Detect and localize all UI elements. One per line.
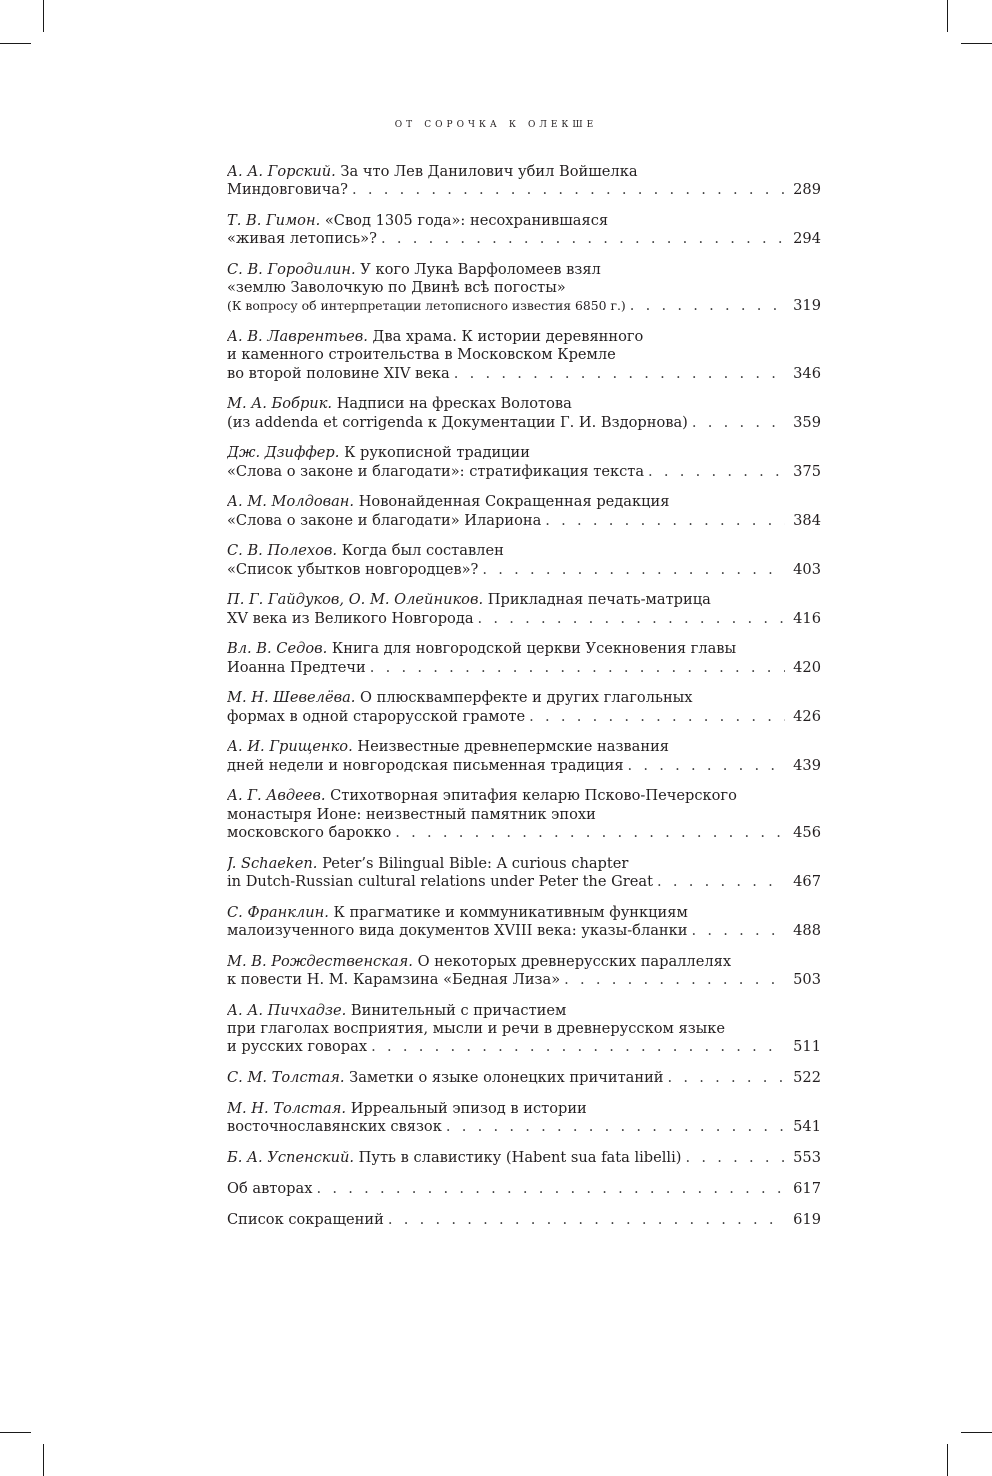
- toc-entry-last-line: [227, 414, 821, 432]
- toc-entry-last-line: [227, 230, 821, 248]
- toc-entry-title-text: «землю Заволочкую по Двинѣ всѣ погосты»: [227, 279, 566, 297]
- dot-leader: [381, 230, 785, 248]
- running-head: от сорочка к олекше: [394, 116, 598, 131]
- toc-entry-author: Вл. В. Седов.: [227, 640, 332, 658]
- toc-entry-title-text: во второй половине XIV века: [227, 364, 450, 382]
- toc-entry-title-text: Прикладная печать-матрица: [487, 591, 711, 609]
- toc-entry-title-text: восточнославянских связок: [227, 1118, 442, 1136]
- toc-entry-author: М. А. Бобрик.: [227, 395, 337, 413]
- page-number: 319: [793, 297, 821, 315]
- toc-entry-title-text: и каменного строительства в Московском Кремле: [227, 346, 616, 364]
- crop-mark-bottom-left-h: [0, 1432, 31, 1433]
- dot-leader: [545, 512, 785, 530]
- toc-entry-title-text: Peter’s Bilingual Bible: A curious chapter: [322, 854, 629, 872]
- crop-mark-bottom-right-h: [961, 1432, 992, 1433]
- toc-entry-author: Б. А. Успенский.: [227, 1149, 359, 1167]
- page-number: 456: [793, 823, 821, 841]
- toc-entry-title-text: Об авторах: [227, 1180, 313, 1198]
- toc-entry-author: М. Н. Толстая.: [227, 1100, 351, 1118]
- toc-entry-last-line: [227, 971, 821, 989]
- page-number: 617: [793, 1180, 821, 1198]
- toc-entry-title-text: Стихотворная эпитафия келарю Псково-Печерского: [330, 787, 737, 805]
- crop-mark-top-right-h: [961, 43, 992, 44]
- toc-entry-title-line: [227, 591, 821, 609]
- toc-entry-title-line: [227, 806, 821, 824]
- toc-entry[interactable]: [227, 1180, 821, 1198]
- page-number: 467: [793, 872, 821, 890]
- toc-entry-author: А. А. Пичхадзе.: [227, 1001, 351, 1019]
- toc-entry-last-line: [227, 708, 821, 726]
- toc-entry-title-text: Список сокращений: [227, 1211, 384, 1229]
- toc-entry-title-text: Б. А. Успенский. Путь в славистику (Habent sua fata libelli): [227, 1149, 682, 1167]
- toc-entry[interactable]: [227, 395, 821, 431]
- toc-entry-title-text: при глаголах восприятия, мысли и речи в древнерусском языке: [227, 1019, 726, 1037]
- toc-entry-title-text: московского барокко: [227, 823, 392, 841]
- dot-leader: [685, 1149, 785, 1167]
- toc-entry-author: С. Франклин.: [227, 903, 334, 921]
- toc-entry-title-text: О некоторых древнерусских параллелях: [417, 952, 732, 970]
- dot-leader: [446, 1118, 785, 1136]
- toc-entry-title-line: [227, 163, 821, 181]
- dot-leader: [316, 1180, 785, 1198]
- toc-entry[interactable]: [227, 163, 821, 199]
- toc-entry-title-line: [227, 346, 821, 364]
- page-number: 522: [793, 1068, 821, 1086]
- toc-entry-title-text: (К вопросу об интерпретации летописного известия 6850 г.): [227, 298, 626, 314]
- toc-entry-title-line: [227, 640, 821, 658]
- table-of-contents: [227, 163, 821, 1243]
- toc-entry-title-text: К рукописной традиции: [344, 444, 531, 462]
- dot-leader: [352, 181, 785, 199]
- toc-entry-author: М. Н. Шевелёва.: [227, 689, 361, 707]
- dot-leader: [692, 414, 785, 432]
- toc-entry[interactable]: [227, 261, 821, 316]
- crop-mark-top-left-h: [0, 43, 31, 44]
- dot-leader: [395, 824, 785, 842]
- toc-entry-title-text: К прагматике и коммуникативным функциям: [333, 903, 688, 921]
- toc-entry-title-text: Винительный с причастием: [350, 1001, 567, 1019]
- toc-entry-author: Т. В. Гимон.: [227, 212, 325, 229]
- toc-entry-last-line: [227, 1069, 821, 1087]
- page-number: 619: [793, 1211, 821, 1229]
- toc-entry-title-text: «живая летопись»?: [227, 230, 377, 248]
- dot-leader: [564, 971, 785, 989]
- toc-entry-title-line: [227, 395, 821, 413]
- toc-entry-author: С. В. Полехов.: [227, 542, 342, 560]
- toc-entry-title-line: [227, 493, 821, 511]
- toc-entry-author: А. И. Грищенко.: [227, 738, 358, 756]
- toc-entry[interactable]: [227, 1002, 821, 1057]
- toc-entry-title-text: формах в одной старорусской грамоте: [227, 707, 526, 725]
- toc-entry-last-line: [227, 1038, 821, 1056]
- page-number: 511: [793, 1038, 821, 1056]
- page-number: 294: [793, 230, 821, 248]
- dot-leader: [388, 1211, 785, 1229]
- toc-entry-last-line: [227, 365, 821, 383]
- toc-entry-title-line: [227, 261, 821, 279]
- crop-mark-top-left: [43, 0, 44, 32]
- toc-entry-title-line: [227, 279, 821, 297]
- toc-entry-title-text: и русских говорах: [227, 1038, 368, 1056]
- dot-leader: [628, 757, 785, 775]
- toc-entry-title-text: Книга для новгородской церкви Усекновения главы: [331, 640, 737, 658]
- toc-entry-last-line: [227, 1211, 821, 1229]
- toc-entry-title-text: монастыря Ионе: неизвестный памятник эпохи: [227, 805, 596, 823]
- toc-entry-title-text: «Слова о законе и благодати» Илариона: [227, 511, 542, 529]
- toc-entry-title-text: Иоанна Предтечи: [227, 658, 366, 676]
- toc-entry[interactable]: [227, 640, 821, 676]
- toc-entry[interactable]: [227, 738, 821, 774]
- page-number: 384: [793, 511, 821, 529]
- toc-entry-author: А. В. Лаврентьев.: [227, 328, 373, 346]
- toc-entry-title-text: in Dutch-Russian cultural relations under Peter the Great: [227, 872, 653, 890]
- toc-entry-title-text: «Слова о законе и благодати»: стратификация текста: [227, 462, 645, 480]
- toc-entry-title-line: [227, 689, 821, 707]
- toc-entry-last-line: [227, 757, 821, 775]
- toc-entry-last-line: [227, 659, 821, 677]
- toc-entry-title-text: Миндовговича?: [227, 181, 348, 199]
- toc-entry-title-line: [227, 855, 821, 873]
- toc-entry-last-line: [227, 297, 821, 315]
- toc-entry-title-line: [227, 1100, 821, 1118]
- toc-entry-title-text: (из addenda et corrigenda к Документации Г. И. Вздорнова): [227, 413, 688, 431]
- page-number: 416: [793, 609, 821, 627]
- toc-entry[interactable]: [227, 444, 821, 480]
- crop-mark-top-right: [947, 0, 948, 32]
- toc-entry-title-line: [227, 1020, 821, 1038]
- toc-entry-last-line: [227, 824, 821, 842]
- toc-entry-last-line: [227, 561, 821, 579]
- toc-entry[interactable]: [227, 787, 821, 842]
- dot-leader: [692, 922, 786, 940]
- toc-entry-title-line: [227, 444, 821, 462]
- toc-entry-author: С. В. Городилин.: [227, 261, 361, 278]
- dot-leader: [668, 1069, 785, 1087]
- dot-leader: [454, 365, 785, 383]
- toc-entry[interactable]: [227, 855, 821, 891]
- toc-entry-title-text: дней недели и новгородская письменная традиция: [227, 756, 624, 774]
- page-number: 420: [793, 658, 821, 676]
- toc-entry-title-text: малоизученного вида документов XVIII века: указы-бланки: [227, 921, 688, 939]
- toc-entry[interactable]: [227, 1149, 821, 1167]
- page-number: 541: [793, 1118, 821, 1136]
- toc-entry-title-line: [227, 1002, 821, 1020]
- toc-entry-title-line: [227, 328, 821, 346]
- toc-entry-title-line: [227, 904, 821, 922]
- dot-leader: [630, 297, 785, 315]
- toc-entry-title-text: к повести Н. М. Карамзина «Бедная Лиза»: [227, 970, 561, 988]
- toc-entry[interactable]: [227, 953, 821, 989]
- toc-entry-title-text: Неизвестные древнепермские названия: [357, 738, 670, 756]
- toc-entry[interactable]: [227, 212, 821, 248]
- toc-entry[interactable]: [227, 493, 821, 529]
- toc-entry-last-line: [227, 922, 821, 940]
- toc-entry-author: П. Г. Гайдуков, О. М. Олейников.: [227, 591, 488, 609]
- dot-leader: [370, 659, 785, 677]
- toc-entry-last-line: [227, 610, 821, 628]
- page-number: 289: [793, 181, 821, 199]
- page-number: 359: [793, 413, 821, 431]
- toc-entry-author: С. М. Толстая.: [227, 1068, 350, 1086]
- toc-entry-title-text: «Свод 1305 года»: несохранившаяся: [324, 212, 609, 229]
- crop-mark-bottom-left: [43, 1444, 44, 1476]
- toc-entry[interactable]: [227, 591, 821, 627]
- toc-entry-last-line: [227, 1118, 821, 1136]
- toc-entry-title-text: О плюсквамперфекте и других глагольных: [360, 689, 693, 707]
- page-number: 346: [793, 364, 821, 382]
- crop-mark-bottom-right: [947, 1444, 948, 1476]
- toc-entry-title-line: [227, 787, 821, 805]
- toc-entry-title-text: XV века из Великого Новгорода: [227, 609, 474, 627]
- toc-entry-last-line: [227, 512, 821, 530]
- dot-leader: [648, 463, 785, 481]
- toc-entry-author: А. А. Горский.: [227, 163, 341, 180]
- toc-entry[interactable]: [227, 1100, 821, 1136]
- page-number: 375: [793, 462, 821, 480]
- toc-entry[interactable]: [227, 328, 821, 383]
- toc-entry-title-text: С. М. Толстая. Заметки о языке олонецких причитаний: [227, 1068, 664, 1086]
- toc-entry-last-line: [227, 181, 821, 199]
- toc-entry[interactable]: [227, 542, 821, 578]
- toc-entry-author: А. М. Молдован.: [227, 493, 359, 511]
- toc-entry[interactable]: [227, 904, 821, 940]
- dot-leader: [529, 708, 785, 726]
- page-number: 553: [793, 1149, 821, 1167]
- toc-entry-author: М. В. Рождественская.: [227, 952, 418, 970]
- page-number: 503: [793, 970, 821, 988]
- page-number: 403: [793, 560, 821, 578]
- toc-entry-title-text: Два храма. К истории деревянного: [372, 328, 644, 346]
- toc-entry-title-text: За что Лев Данилович убил Войшелка: [340, 163, 638, 180]
- page-number: 426: [793, 707, 821, 725]
- toc-entry-author: J. Schaeken.: [227, 854, 323, 872]
- toc-entry-title-text: Ирреальный эпизод в истории: [350, 1100, 587, 1118]
- toc-entry-title-text: «Список убытков новгородцев»?: [227, 560, 479, 578]
- page-number: 439: [793, 756, 821, 774]
- toc-entry-last-line: [227, 1149, 821, 1167]
- page-number: 488: [793, 921, 821, 939]
- toc-entry[interactable]: [227, 1211, 821, 1229]
- toc-entry-author: А. Г. Авдеев.: [227, 787, 331, 805]
- toc-entry-title-text: У кого Лука Варфоломеев взял: [360, 261, 601, 278]
- toc-entry-last-line: [227, 873, 821, 891]
- toc-entry[interactable]: [227, 689, 821, 725]
- toc-entry-title-text: Надписи на фресках Волотова: [336, 395, 572, 413]
- toc-entry-title-text: Новонайденная Сокращенная редакция: [358, 493, 670, 511]
- dot-leader: [657, 873, 785, 891]
- toc-entry-last-line: [227, 1180, 821, 1198]
- dot-leader: [482, 561, 785, 579]
- toc-entry-title-text: Когда был составлен: [341, 542, 504, 560]
- toc-entry-title-line: [227, 542, 821, 560]
- toc-entry-author: Дж. Дзиффер.: [227, 444, 345, 462]
- toc-entry-title-line: [227, 738, 821, 756]
- toc-entry-title-line: [227, 953, 821, 971]
- toc-entry[interactable]: [227, 1069, 821, 1087]
- toc-entry-title-line: [227, 212, 821, 230]
- toc-entry-last-line: [227, 463, 821, 481]
- dot-leader: [371, 1038, 785, 1056]
- dot-leader: [478, 610, 785, 628]
